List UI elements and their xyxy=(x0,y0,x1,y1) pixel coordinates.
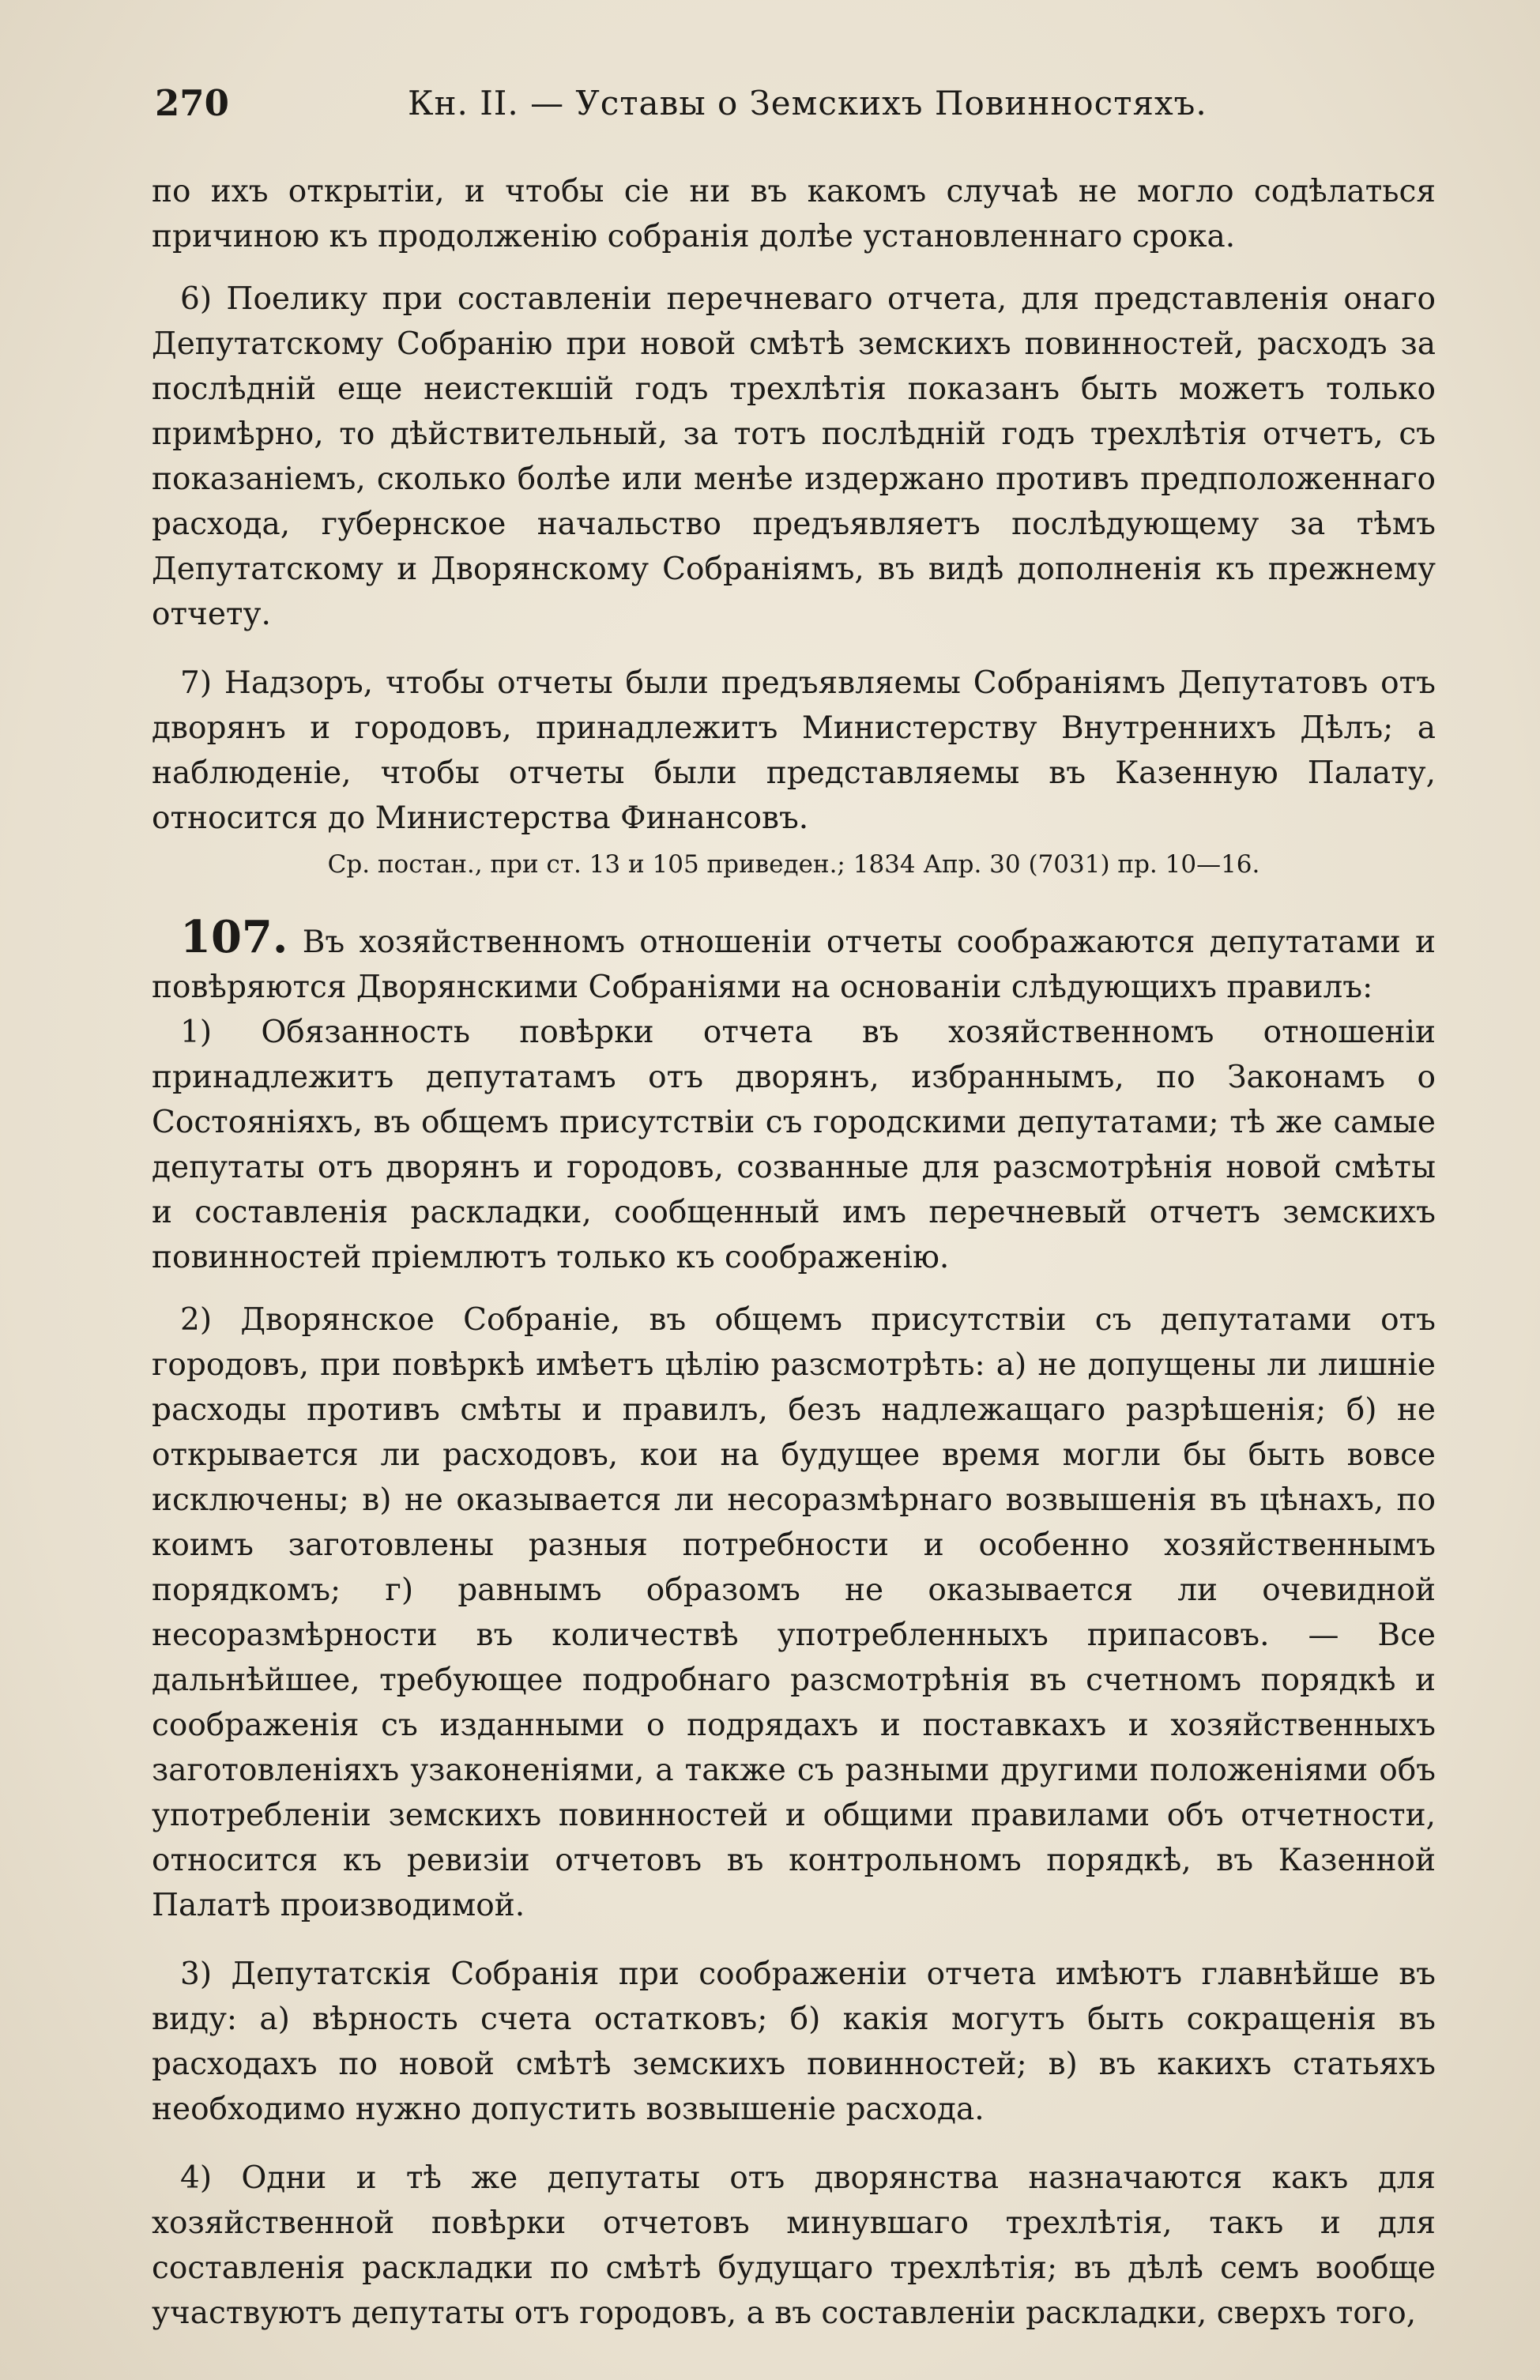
paragraph-item-6: 6) Поелику при составленіи перечневаго отчета, для представленія онаго Депутатскому Собранію при новой смѣтѣ земскихъ повинностей, расходъ за послѣдній еще неистекшій годъ трехлѣтія показанъ быть можетъ только примѣрно, то дѣйствительный, за тотъ послѣдній годъ трехлѣтія отчетъ, съ показаніемъ, сколько болѣе или менѣе издержано противъ предположеннаго расхода, губернское начальство предъявляетъ послѣдующему за тѣмъ Депутатскому и Дворянскому Собраніямъ, въ видѣ дополненія къ прежнему отчету. xyxy=(152,281,1436,632)
paragraph-continuation: по ихъ открытіи, и чтобы сіе ни въ какомъ случаѣ не могло содѣлаться причиною къ продолженію собранія долѣе установленнаго срока. xyxy=(152,174,1436,254)
article-number: 107. xyxy=(180,911,288,963)
article-item-2: 2) Дворянское Собраніе, въ общемъ присутствіи съ депутатами отъ городовъ, при повѣркѣ имѣетъ цѣлію разсмотрѣть: а) не допущены ли лишніе расходы противъ смѣты и правилъ, безъ надлежащаго разрѣшенія; б) не открывается ли расходовъ, кои на будущее время могли бы быть вовсе исключены; в) не оказывается ли несоразмѣрнаго возвышенія въ цѣнахъ, по коимъ заготовлены разныя потребности и особенно хозяйственнымъ порядкомъ; г) равнымъ образомъ не оказывается ли очевидной несоразмѣрности въ количествѣ употребленныхъ припасовъ. — Все дальнѣйшее, требующее подробнаго разсмотрѣнія въ счетномъ порядкѣ и соображенія съ изданными о подрядахъ и поставкахъ и хозяйственныхъ заготовленіяхъ узаконеніями, а также съ разными другими положеніями объ употребленіи земскихъ повинностей и общими правилами объ отчетности, относится къ ревизіи отчетовъ въ контрольномъ порядкѣ, въ Казенной Палатѣ производимой. xyxy=(152,1302,1436,1923)
body-text xyxy=(152,169,1436,2336)
article-item-3: 3) Депутатскія Собранія при соображеніи отчета имѣютъ главнѣйше въ виду: а) вѣрность счета остатковъ; б) какія могутъ быть сокращенія въ расходахъ по новой смѣтѣ земскихъ повинностей; в) въ какихъ статьяхъ необходимо нужно допустить возвышеніе расхода. xyxy=(152,1956,1436,2127)
article-intro: Въ хозяйственномъ отношеніи отчеты соображаются депутатами и повѣряются Дворянскими Собраніями на основаніи слѣдующихъ правилъ: xyxy=(152,925,1436,1005)
article-item-1: 1) Обязанность повѣрки отчета въ хозяйственномъ отношеніи принадлежитъ депутатамъ отъ дворянъ, избраннымъ, по Законамъ о Состояніяхъ, въ общемъ присутствіи съ городскими депутатами; тѣ же самые депутаты отъ дворянъ и городовъ, созванные для разсмотрѣнія новой смѣты и составленія раскладки, сообщенный имъ перечневый отчетъ земскихъ повинностей пріемлютъ только къ соображенію. xyxy=(152,1015,1436,1275)
running-head: Кн. II. — Уставы о Земскихъ Повинностяхъ. xyxy=(408,84,1207,122)
article-107 xyxy=(152,911,1436,1010)
citation-note: Ср. постан., при ст. 13 и 105 приведен.; 1834 Апр. 30 (7031) пр. 10—16. xyxy=(327,850,1260,879)
page-number: 270 xyxy=(155,82,229,124)
page-header xyxy=(155,82,1435,130)
paragraph-item-7: 7) Надзоръ, чтобы отчеты были предъявляемы Собраніямъ Депутатовъ отъ дворянъ и городовъ, принадлежитъ Министерству Внутреннихъ Дѣлъ; а наблюденіе, чтобы отчеты были представляемы въ Казенную Палату, относится до Министерства Финансовъ. xyxy=(152,665,1436,836)
article-item-4: 4) Одни и тѣ же депутаты отъ дворянства назначаются какъ для хозяйственной повѣрки отчетовъ минувшаго трехлѣтія, такъ и для составленія раскладки по смѣтѣ будущаго трехлѣтія; въ дѣлѣ семъ вообще участвуютъ депутаты отъ городовъ, а въ составленіи раскладки, сверхъ того, xyxy=(152,2160,1436,2331)
